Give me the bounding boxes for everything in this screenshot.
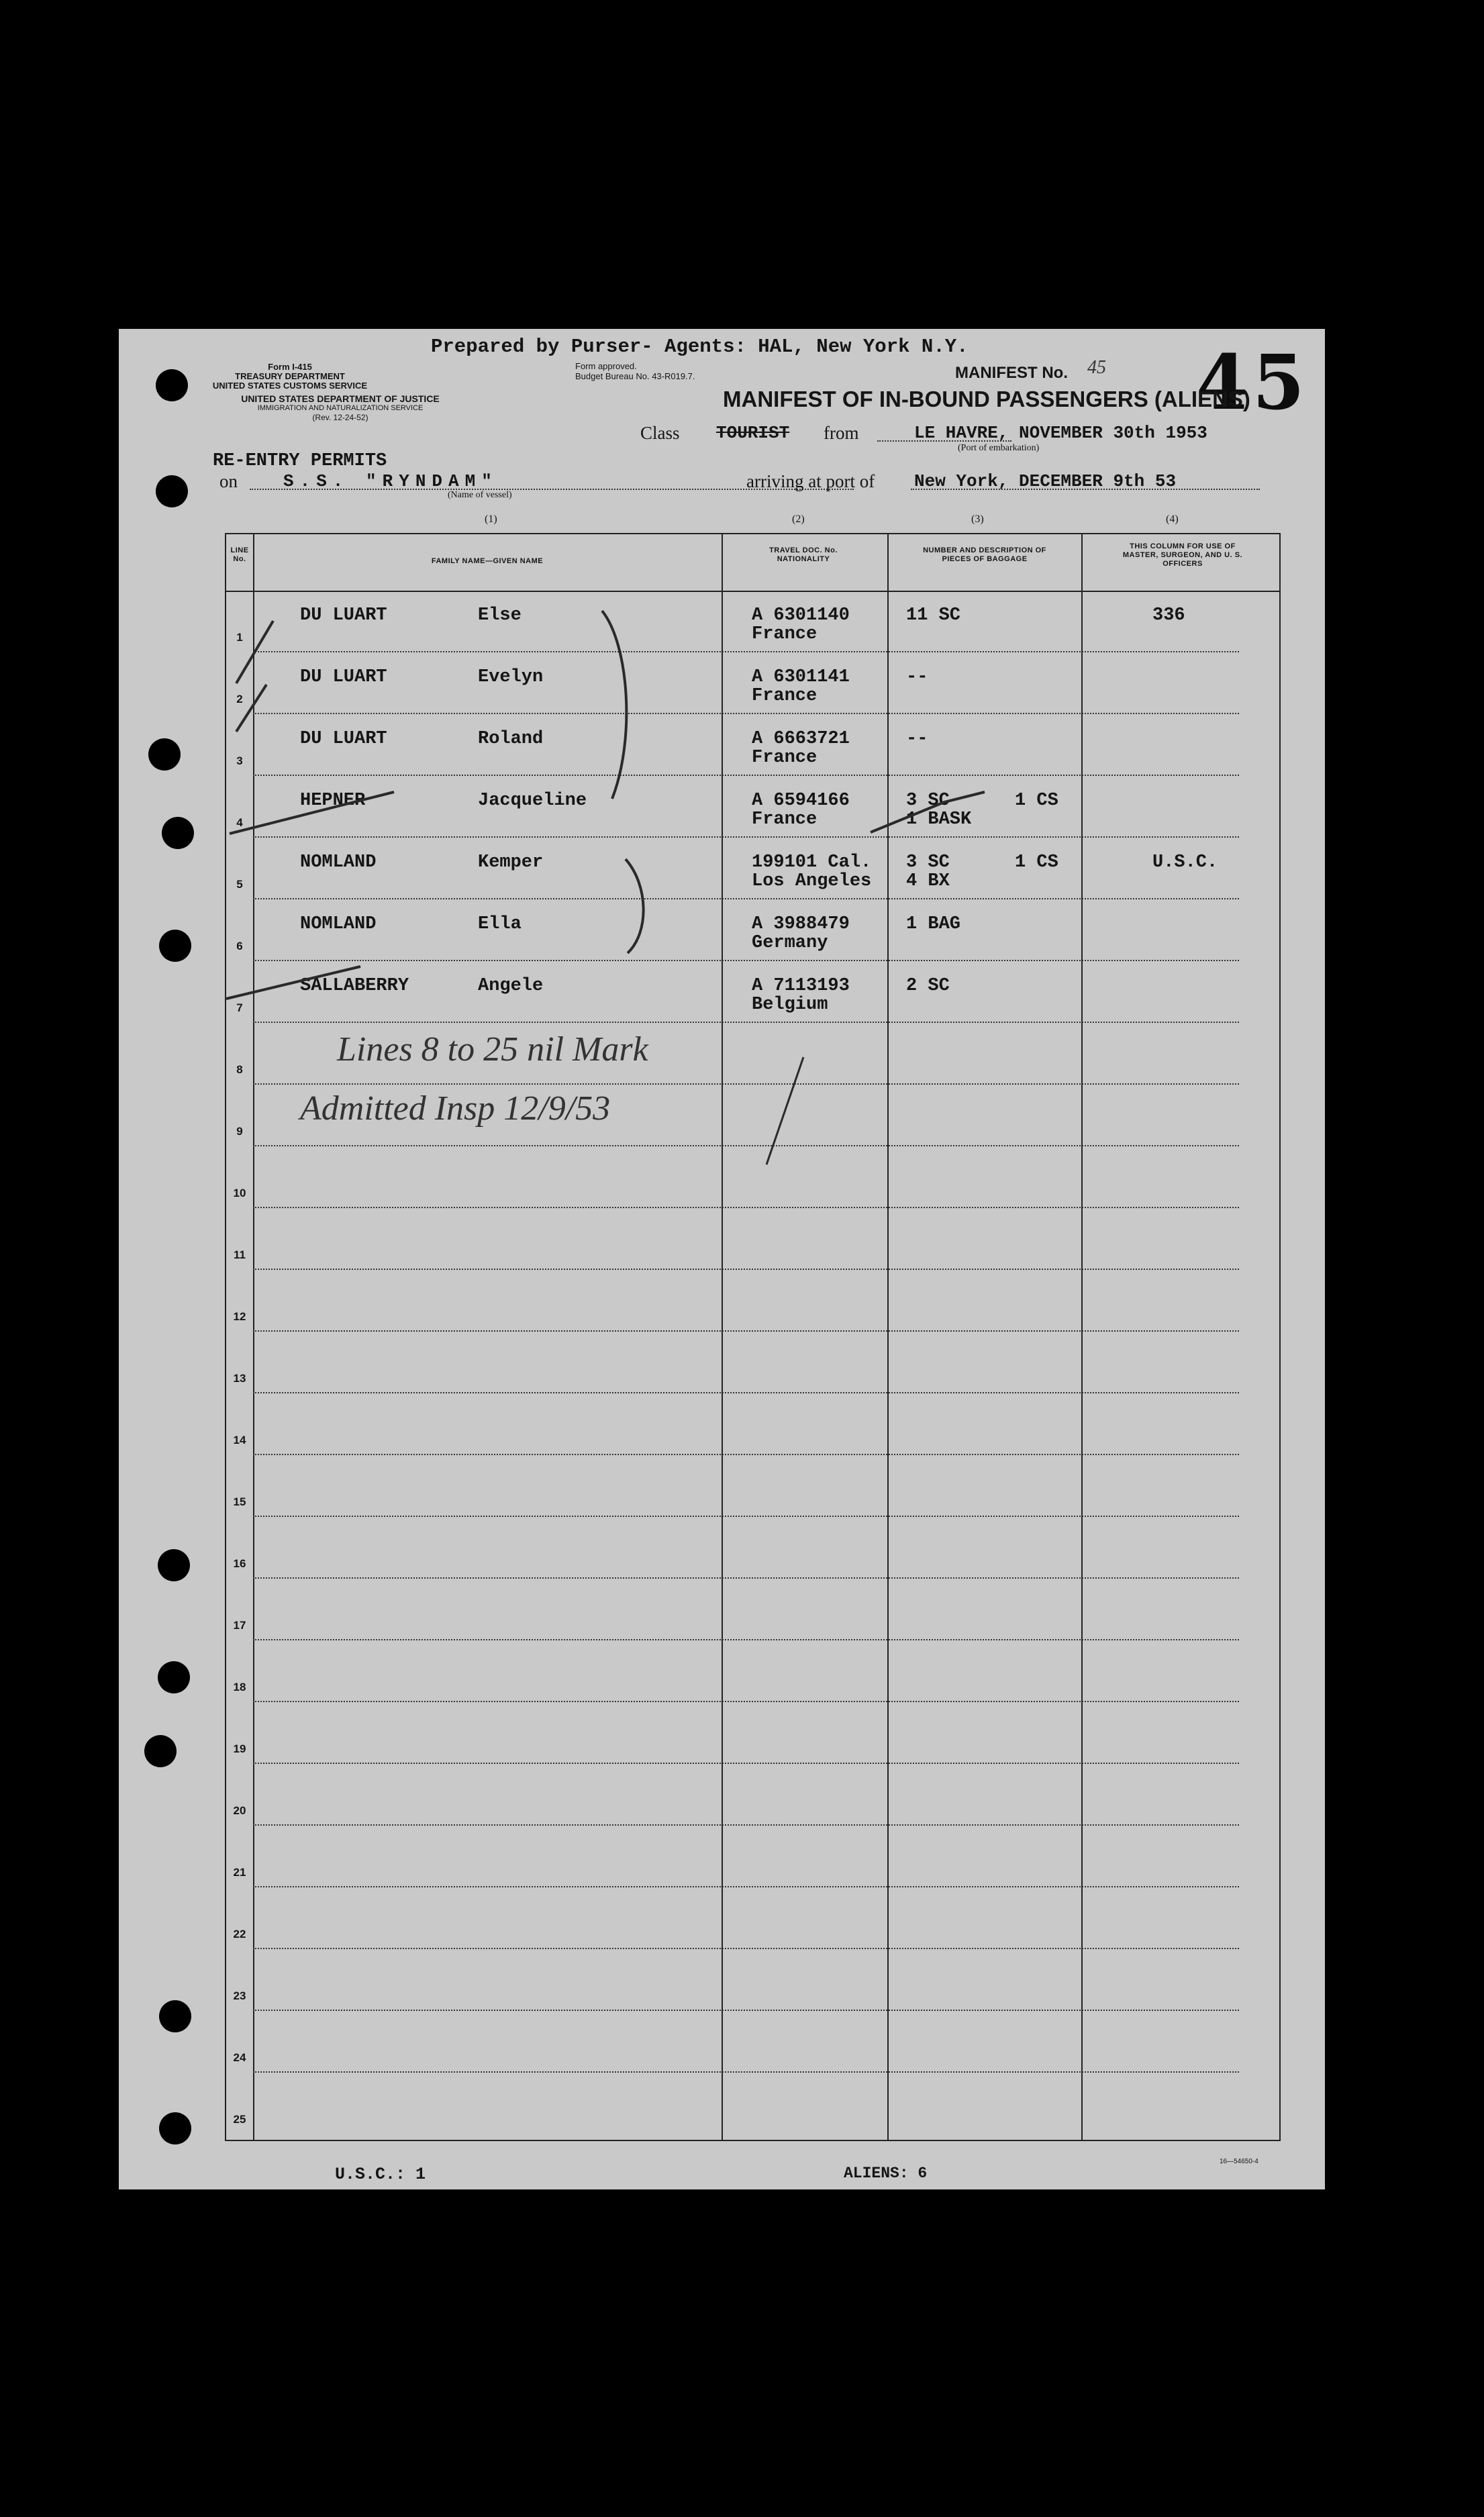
cell-doc: A 6663721 bbox=[752, 729, 850, 749]
rev-label: (Rev. 12-24-52) bbox=[312, 413, 368, 422]
cell-given: Jacqueline bbox=[478, 791, 587, 811]
line-number: 6 bbox=[236, 940, 243, 952]
cell-family: DU LUART bbox=[300, 667, 387, 687]
line-number: 3 bbox=[236, 754, 243, 767]
line-number: 16 bbox=[233, 1557, 246, 1570]
handwritten-admission-note: Admitted Insp 12/9/53 bbox=[300, 1089, 611, 1128]
on-label: on bbox=[219, 471, 238, 491]
arrival-port: New York, DECEMBER 9th 53 bbox=[914, 471, 1177, 491]
line-number: 22 bbox=[233, 1928, 246, 1940]
cell-doc: A 3988479 bbox=[752, 914, 850, 934]
line-number: 12 bbox=[233, 1310, 246, 1323]
aliens-count: ALIENS: 6 bbox=[844, 2165, 928, 2182]
arriving-label: arriving at port of bbox=[746, 471, 875, 491]
treasury-label: TREASURY DEPARTMENT bbox=[235, 371, 345, 381]
budget-label: Budget Bureau No. 43-R019.7. bbox=[575, 371, 695, 381]
cell-bag2: 1 BASK bbox=[906, 809, 972, 830]
ins-label: IMMIGRATION AND NATURALIZATION SERVICE bbox=[257, 404, 424, 412]
cell-bag1: 1 BAG bbox=[906, 914, 961, 934]
col-number-3: (3) bbox=[971, 513, 984, 525]
line-number: 14 bbox=[233, 1434, 246, 1446]
cell-bag1: 11 SC bbox=[906, 605, 961, 626]
from-label: from bbox=[824, 423, 859, 443]
port-caption: (Port of embarkation) bbox=[958, 443, 1040, 453]
line-number: 19 bbox=[233, 1742, 246, 1755]
usc-count: U.S.C.: 1 bbox=[335, 2165, 426, 2184]
col-header-travel-doc: TRAVEL DOC. No. NATIONALITY bbox=[769, 546, 838, 563]
line-number: 15 bbox=[233, 1495, 246, 1508]
check-mark bbox=[236, 621, 273, 683]
line-number: 23 bbox=[233, 1989, 246, 2002]
embarkation-port: LE HAVRE, NOVEMBER 30th 1953 bbox=[914, 423, 1207, 443]
check-mark bbox=[226, 967, 360, 999]
cell-given: Ella bbox=[478, 914, 522, 934]
cell-doc: 199101 Cal. bbox=[752, 852, 872, 873]
cell-officer: U.S.C. bbox=[1152, 852, 1218, 873]
cell-bag1: 3 SC bbox=[906, 852, 950, 873]
cell-bag1: -- bbox=[906, 667, 928, 687]
line-number: 10 bbox=[233, 1187, 246, 1199]
line-number: 24 bbox=[233, 2051, 246, 2064]
cell-given: Else bbox=[478, 605, 522, 626]
line-number: 1 bbox=[236, 631, 243, 644]
cell-nat: Germany bbox=[752, 933, 828, 953]
manifest-no-label: MANIFEST No. bbox=[955, 364, 1068, 382]
col-header-line-no: LINE No. bbox=[230, 546, 249, 563]
line-number: 20 bbox=[233, 1804, 246, 1817]
col-number-4: (4) bbox=[1166, 513, 1179, 525]
pen-stroke bbox=[766, 1057, 803, 1165]
cell-nat: France bbox=[752, 686, 818, 706]
line-number: 7 bbox=[236, 1001, 243, 1014]
cell-bag1: 3 SC bbox=[906, 791, 950, 811]
cell-nat: France bbox=[752, 809, 818, 830]
pen-marks bbox=[119, 329, 1325, 2189]
cell-doc: A 7113193 bbox=[752, 976, 850, 996]
cell-given: Roland bbox=[478, 729, 544, 749]
cell-family: NOMLAND bbox=[300, 914, 377, 934]
cell-bag1: 2 SC bbox=[906, 976, 950, 996]
col-header-name: FAMILY NAME—GIVEN NAME bbox=[431, 557, 544, 565]
cell-nat: Los Angeles bbox=[752, 871, 872, 891]
prepared-by-line: Prepared by Purser- Agents: HAL, New York N.Y. bbox=[431, 336, 969, 358]
line-number: 17 bbox=[233, 1619, 246, 1632]
cell-doc: A 6301141 bbox=[752, 667, 850, 687]
tick-mark bbox=[871, 792, 985, 832]
col-number-1: (1) bbox=[485, 513, 497, 525]
cell-bag3: 1 CS bbox=[1015, 852, 1058, 873]
page-number-stamp: 45 bbox=[1196, 339, 1309, 427]
line-number: 4 bbox=[236, 816, 243, 829]
manifest-title: MANIFEST OF IN-BOUND PASSENGERS (ALIENS) bbox=[723, 387, 1250, 411]
col-header-officers: THIS COLUMN FOR USE OF MASTER, SURGEON, AND U. S. OFFICERS bbox=[1122, 542, 1243, 568]
line-number: 9 bbox=[236, 1125, 243, 1138]
cell-given: Angele bbox=[478, 976, 544, 996]
col-header-baggage: NUMBER AND DESCRIPTION OF PIECES OF BAGGAGE bbox=[923, 546, 1046, 563]
vessel-name: S.S. "RYNDAM" bbox=[283, 471, 498, 491]
line-number: 2 bbox=[236, 693, 243, 705]
line-number: 5 bbox=[236, 878, 243, 891]
line-number: 18 bbox=[233, 1681, 246, 1693]
customs-label: UNITED STATES CUSTOMS SERVICE bbox=[212, 381, 368, 391]
cell-family: SALLABERRY bbox=[300, 976, 409, 996]
bracket-mark bbox=[602, 611, 626, 799]
cell-given: Evelyn bbox=[478, 667, 544, 687]
line-number: 25 bbox=[233, 2113, 246, 2126]
reentry-label: RE-ENTRY PERMITS bbox=[213, 451, 387, 471]
class-value: TOURIST bbox=[716, 423, 790, 443]
col-number-2: (2) bbox=[792, 513, 805, 525]
bracket-mark bbox=[626, 859, 644, 953]
form-number: Form I-415 bbox=[268, 362, 312, 372]
handwritten-nil-note: Lines 8 to 25 nil Mark bbox=[337, 1030, 648, 1069]
print-code: 16—54650-4 bbox=[1220, 2158, 1258, 2165]
vessel-caption: (Name of vessel) bbox=[448, 490, 512, 500]
cell-doc: A 6301140 bbox=[752, 605, 850, 626]
line-number: 21 bbox=[233, 1866, 246, 1879]
justice-label: UNITED STATES DEPARTMENT OF JUSTICE bbox=[241, 393, 440, 404]
line-number: 11 bbox=[234, 1248, 246, 1261]
line-number: 13 bbox=[233, 1372, 246, 1385]
cell-doc: A 6594166 bbox=[752, 791, 850, 811]
cell-nat: France bbox=[752, 748, 818, 768]
cell-family: NOMLAND bbox=[300, 852, 377, 873]
cell-nat: Belgium bbox=[752, 995, 828, 1015]
class-label: Class bbox=[640, 423, 680, 443]
cell-family: HEPNER bbox=[300, 791, 366, 811]
check-mark bbox=[236, 685, 266, 732]
cell-family: DU LUART bbox=[300, 605, 387, 626]
cell-bag1: -- bbox=[906, 729, 928, 749]
manifest-no-value: 45 bbox=[1087, 357, 1106, 378]
cell-nat: France bbox=[752, 624, 818, 644]
cell-bag2: 4 BX bbox=[906, 871, 950, 891]
check-mark bbox=[230, 792, 394, 834]
line-number: 8 bbox=[236, 1063, 243, 1076]
manifest-sheet bbox=[119, 329, 1325, 2189]
form-approved-label: Form approved. bbox=[575, 361, 637, 371]
cell-officer: 336 bbox=[1152, 605, 1185, 626]
cell-bag3: 1 CS bbox=[1015, 791, 1058, 811]
cell-family: DU LUART bbox=[300, 729, 387, 749]
cell-given: Kemper bbox=[478, 852, 544, 873]
